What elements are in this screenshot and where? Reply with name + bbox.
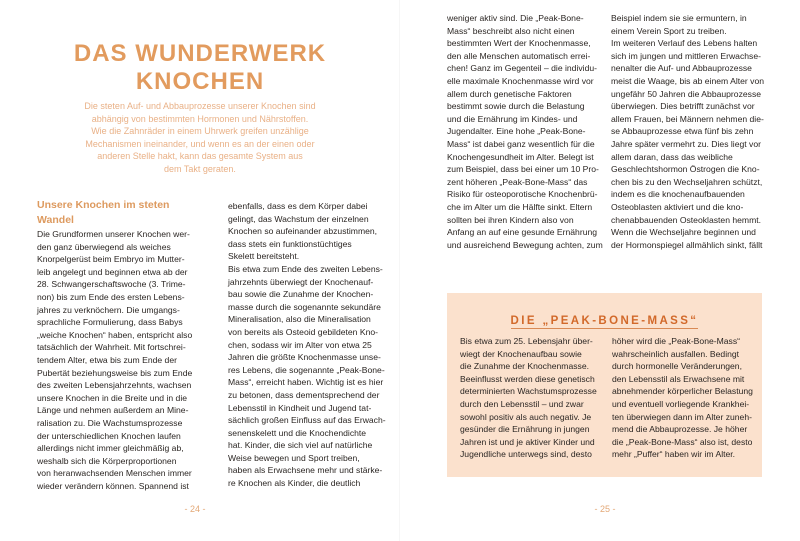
text-line: abhängig von bestimmten Hormonen und Nährstoffen.	[91, 113, 309, 124]
text-line: einem Verein Sport zu treiben.	[611, 25, 727, 36]
text-line: wiegt der Knochenaufbau sowie	[460, 348, 582, 359]
text-line: allem Frauen, bei Männern nehmen die-	[611, 113, 764, 124]
text-line: Beispiel indem sie sie ermuntern, in	[611, 13, 747, 23]
text-line: sollten bei ihren Kindern also von	[447, 214, 574, 225]
text-line: Lebensstil in Kindheit und Jugend tat-	[228, 402, 372, 413]
text-line: und ausreichend Bewegung achten, zum	[447, 239, 603, 250]
text-line: Jahren die größte Knochenmasse unse-	[228, 352, 381, 363]
text-line: Jahre später vermehrt zu. Dies liegt vor	[611, 138, 761, 149]
text-line: Mass“ beschreibt also nicht einen	[447, 25, 575, 36]
text-line: sich im jungen und mittleren Erwachse-	[611, 50, 761, 61]
intro-paragraph	[40, 100, 360, 176]
column-1	[37, 198, 227, 492]
text-line: weshalb sich die Körperproportionen	[37, 455, 177, 466]
text-line: chen, sodass wir im Alter von etwa 25	[228, 339, 372, 350]
text-line: Risiko für osteoporotische Knochenbrü-	[447, 189, 598, 200]
text-line: der unterschiedlichen Knochen laufen	[37, 430, 181, 441]
text-line: höher wird die „Peak-Bone-Mass“	[612, 336, 741, 346]
subheading-line: Wandel	[37, 214, 74, 226]
text-line: und eventuell vorliegende Krankhei-	[612, 398, 750, 409]
text-line: bestimmten Wert der Knochenmasse,	[447, 38, 591, 49]
text-line: wieder verändern können. Spannend ist	[37, 480, 189, 491]
text-line: allerdings nicht immer gleichmäßig ab,	[37, 443, 184, 454]
column-3	[447, 12, 607, 251]
text-line: Pubertät beziehungsweise bis zum Ende	[37, 367, 193, 378]
text-line: weniger aktiv sind. Die „Peak-Bone-	[447, 13, 584, 23]
text-line: Wie die Zahnräder in einem Uhrwerk greifen unzählige	[91, 126, 309, 137]
text-line: jahres zu verknöchern. Die umgangs-	[37, 304, 180, 315]
title-line: KNOCHEN	[135, 68, 265, 95]
text-line: zent höheren „Peak-Bone-Mass“ das	[447, 176, 588, 187]
text-line: durch den Lebensstil – und zwar	[460, 398, 584, 409]
text-line: von bereits als Osteoid gebildeten Kno-	[228, 326, 379, 337]
info-box-peak-bone-mass	[447, 293, 762, 477]
text-line: Bis etwa zum 25. Lebensjahr über-	[460, 336, 593, 346]
text-line: jahrzehnts überwiegt der Knochenauf-	[228, 276, 374, 287]
text-line: die „Peak-Bone-Mass“ also ist, desto	[612, 436, 753, 447]
text-line: Knochen so aufeinander abzustimmen,	[228, 226, 378, 237]
text-line: chenabbauenden Osteoklasten hemmt.	[611, 214, 762, 225]
text-line: sowohl positiv als auch negativ. Je	[460, 411, 592, 422]
text-line: Die steten Auf- und Abbauprozesse unserer Knochen sind	[84, 101, 316, 111]
text-line: allem durch genetische Faktoren	[447, 88, 572, 99]
text-line: bestimmt sowie durch die Belastung	[447, 101, 585, 112]
text-line: ebenfalls, dass es dem Körper dabei	[228, 201, 368, 211]
text-line: „weiche Knochen“ haben, entspricht also	[37, 329, 193, 340]
text-line: Wenn die Wechseljahre beginnen und	[611, 227, 756, 238]
text-line: 28. Schwangerschaftswoche (3. Trime-	[37, 279, 186, 290]
text-line: unsere Knochen in die Breite und in die	[37, 392, 188, 403]
text-line: Mechanismen ineinander, und wenn es an der einen oder	[85, 138, 315, 149]
text-line: leib angelegt und beginnen etwa ab der	[37, 266, 188, 277]
text-line: zu betonen, dass dementsprechend der	[228, 389, 380, 400]
text-line: sprachliche Formulierung, dass Babys	[37, 317, 183, 328]
text-line: Anfang an auf eine gesunde Ernährung	[447, 227, 598, 238]
text-line: tatsächlich der Wahrheit. Mit fortschrei-	[37, 342, 186, 353]
text-line: che im Alter um die Hälfte sinkt. Eltern	[447, 201, 593, 212]
text-line: ten überwiegen dann im Alter zuneh-	[612, 411, 752, 422]
text-line: Mass“ ist dabei ganz wesentlich für die	[447, 138, 595, 149]
info-box-left-column	[460, 335, 597, 461]
subheading	[37, 198, 227, 228]
text-line: mend die Abbauprozesse. Je höher	[612, 424, 748, 435]
text-line: chen bis zu den Wechseljahren schützt,	[611, 176, 763, 187]
text-line: chen! Ganz im Gegenteil – die individu-	[447, 63, 597, 74]
text-line: ralisation zu. Die Wachstumsprozesse	[37, 417, 183, 428]
text-line: den ganz überwiegend als weiches	[37, 241, 171, 252]
text-line: Knochengesundheit im Alter. Belegt ist	[447, 151, 594, 162]
text-line: bau sowie die Zunahme der Knochen-	[228, 289, 374, 300]
text-line: und die Ernährung im Kindes- und	[447, 113, 578, 124]
text-line: indem es die knochenaufbauenden	[611, 189, 745, 200]
text-line: Beeinflusst werden diese genetisch	[460, 373, 595, 384]
text-line: anderen Stelle hakt, kann das gesamte System aus	[97, 151, 303, 162]
text-line: Länge und nehmen außerdem an Mine-	[37, 405, 189, 416]
text-line: Jugendalter. Eine hohe „Peak-Bone-	[447, 126, 586, 137]
text-line: re Knochen als Kinder, die deutlich	[228, 478, 361, 489]
page-number: - 25 -	[594, 504, 616, 514]
text-line: Mineralisation, also die Mineralisation	[228, 314, 371, 325]
text-line: non) bis zum Ende des ersten Lebens-	[37, 291, 185, 302]
text-line: allem daran, dass das weibliche	[611, 151, 733, 162]
info-box-right-column	[612, 335, 753, 461]
text-line: Jugendliche unterwegs sind, desto	[460, 449, 592, 460]
column-2	[228, 200, 408, 490]
text-line: dass stets ein funktionstüchtiges	[228, 238, 352, 249]
text-line: den Lebensstil als Erwachsene mit	[612, 373, 745, 384]
text-line: Die Grundformen unserer Knochen wer-	[37, 229, 190, 239]
text-line: elle maximale Knochenmasse wird vor	[447, 75, 594, 86]
text-line: senenskelett und die Knochendichte	[228, 427, 367, 438]
text-line: des zweiten Lebensjahrzehnts, wachsen	[37, 380, 192, 391]
text-line: zum Beispiel, dass bei einer um 10 Pro-	[447, 164, 599, 175]
page-number: - 24 -	[184, 504, 206, 514]
text-line: überwiegen. Dies betrifft zunächst vor	[611, 101, 755, 112]
text-line: determinierten Wachstumsprozesse	[460, 386, 597, 397]
text-line: durch hormonelle Veränderungen,	[612, 361, 742, 372]
text-line: gesünder die Ernährung in jungen	[460, 424, 590, 435]
text-line: abnehmender körperlicher Belastung	[612, 386, 753, 397]
text-line: die Zunahme der Knochenmasse.	[460, 361, 589, 372]
text-line: Im weiteren Verlauf des Lebens halten	[611, 38, 758, 49]
text-line: dem Takt geraten.	[164, 163, 236, 174]
text-line: Bis etwa zum Ende des zweiten Lebens-	[228, 263, 383, 274]
text-line: nenalter die Auf- und Abbauprozesse	[611, 63, 752, 74]
text-line: res Lebens, die sogenannte „Peak-Bone-	[228, 364, 385, 375]
text-line: wahrscheinlich ausfallen. Bedingt	[612, 348, 740, 359]
column-4	[611, 12, 791, 251]
title-line: DAS WUNDERWERK	[73, 40, 327, 67]
text-line: der Hormonspiegel allmählich sinkt, fällt	[611, 239, 763, 250]
text-line: den alle Menschen automatisch errei-	[447, 50, 591, 61]
text-line: Jahren ist und je aktiver Kinder und	[460, 436, 595, 447]
text-line: gelingt, das Wachstum der einzelnen	[228, 213, 369, 224]
info-box-title-text: DIE „PEAK-BONE-MASS“	[510, 315, 699, 327]
text-line: sächlich großen Einfluss auf das Erwach-	[228, 415, 386, 426]
text-line: Geschlechtshormon Östrogen die Kno-	[611, 164, 760, 175]
text-line: mehr „Puffer“ haben wir im Alter.	[612, 449, 736, 460]
text-line: Knorpelgerüst beim Embryo im Mutter-	[37, 254, 185, 265]
text-line: hat. Kinder, die sich viel auf natürliche	[228, 440, 373, 451]
text-line: se Abbauprozesse etwa fünf bis zehn	[611, 126, 754, 137]
text-line: masse durch die sogenannte sekundäre	[228, 301, 381, 312]
text-line: tendem Alter, etwa bis zum Ende der	[37, 354, 177, 365]
text-line: Mass“, erreicht haben. Wichtig ist es hier	[228, 377, 384, 388]
text-line: meist die Waage, bis ab einem Alter von	[611, 75, 765, 86]
chapter-title	[40, 40, 360, 96]
subheading-line: Unsere Knochen im steten	[37, 199, 170, 211]
text-line: Weise bewegen und Sport treiben,	[228, 452, 360, 463]
text-line: Skelett bereitsteht.	[228, 251, 300, 262]
text-line: ungefähr 50 Jahren die Abbauprozesse	[611, 88, 762, 99]
text-line: Osteoblasten aktiviert und die kno-	[611, 201, 744, 212]
info-box-title	[447, 311, 762, 329]
text-line: von heranwachsenden Menschen immer	[37, 468, 192, 479]
text-line: haben als Erwachsene mehr und stärke-	[228, 465, 383, 476]
